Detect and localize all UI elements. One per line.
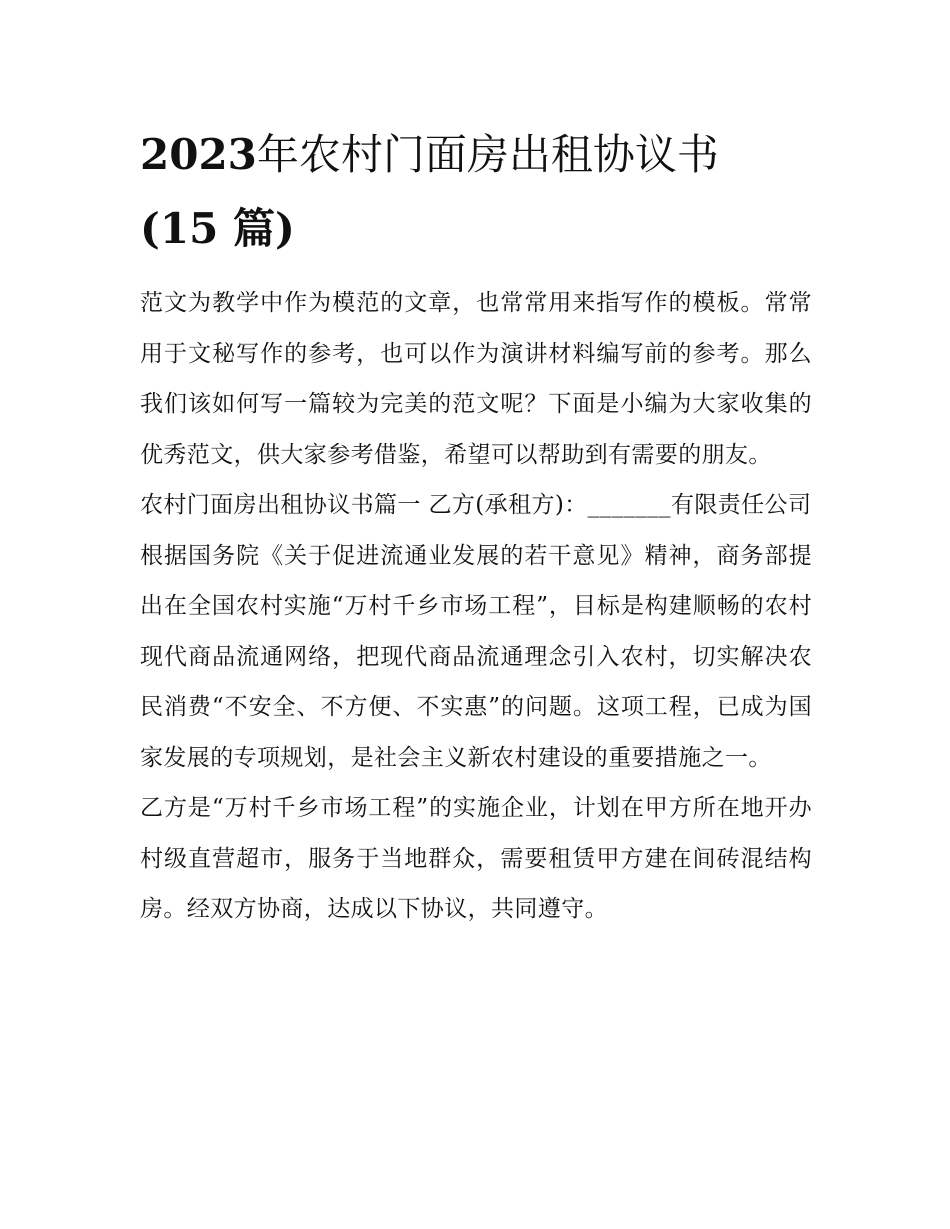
background-paragraph: 根据国务院《关于促进流通业发展的若干意见》精神，商务部提出在全国农村实施“万村千乡市场工程”，目标是构建顺畅的农村现代商品流通网络，把现代商品流通理念引入农村，切实解决农民消费“不安全、不方便、不实惠”的问题。这项工程，已成为国家发展的专项规划，是社会主义新农村建设的重要措施之一。 [140,542,812,771]
title-count: (15 [140,204,219,253]
agreement-heading-paragraph: 农村门面房出租协议书篇一 乙方(承租方)：_______有限责任公司 [140,492,812,518]
title-text: 年农村门面房出租协议书 [256,130,719,179]
document-title [140,118,812,266]
title-year: 2023 [140,130,257,179]
purpose-paragraph: 乙方是“万村千乡市场工程”的实施企业，计划在甲方所在地开办村级直营超市，服务于当地群众，需要租赁甲方建在间砖混结构房。经双方协商，达成以下协议，共同遵守。 [140,795,812,922]
document-page [140,118,812,935]
intro-paragraph: 范文为教学中作为模范的文章，也常常用来指写作的模板。常常用于文秘写作的参考，也可以作为演讲材料编写前的参考。那么我们该如何写一篇较为完美的范文呢？下面是小编为大家收集的优秀范文，供大家参考借鉴，希望可以帮助到有需要的朋友。 [140,290,812,468]
title-count-suffix: 篇) [218,204,295,253]
